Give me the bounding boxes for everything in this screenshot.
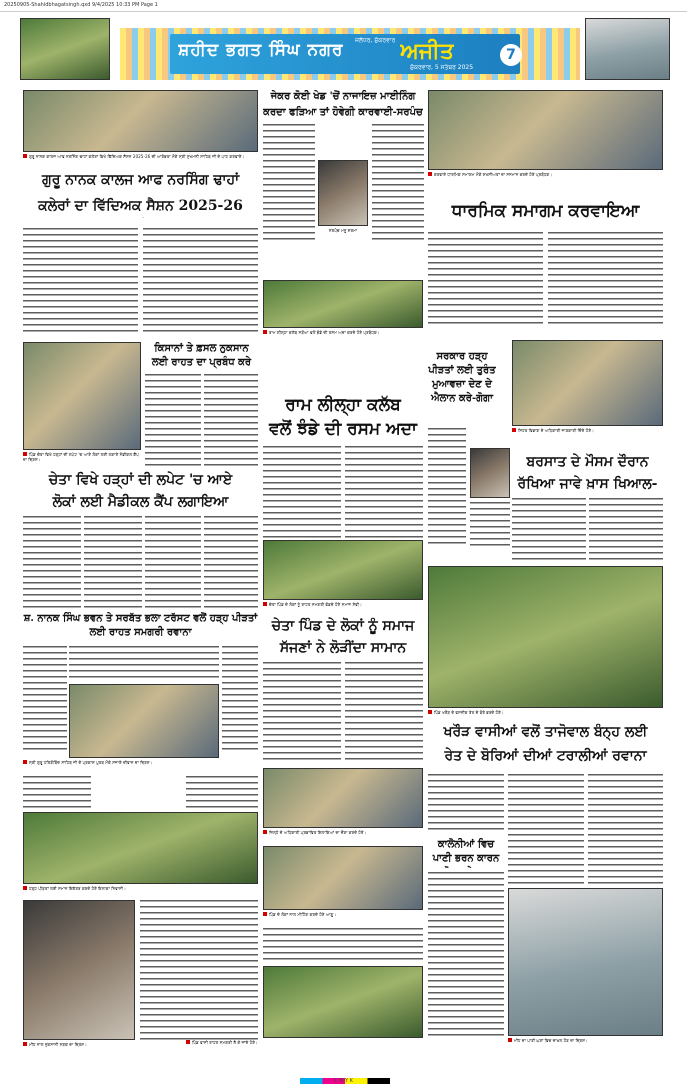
story-body-text [345, 662, 423, 764]
story-headline: ਬਰਸਾਤ ਦੇ ਮੌਸਮ ਦੌਰਾਨ [526, 454, 649, 470]
story-body-text [428, 428, 466, 546]
story-headline: ਗੁਰੂ ਨਾਨਕ ਕਾਲਜ ਆਫ ਨਰਸਿੰਗ ਢਾਹਾਂ [41, 172, 240, 188]
story-body-text [69, 646, 219, 682]
photo-caption: ਪਿੰਡ ਚੇਤਾ ਵਿਖੇ ਹੜ੍ਹਾਂ ਦੀ ਲਪੇਟ 'ਚ ਆਏ ਲੋਕਾਂ ਲਈ ਲਗਾਏ ਮੈਡੀਕਲ ਕੈਂਪ ਦਾ ਦ੍ਰਿਸ਼। [23, 452, 139, 462]
story-headline: ਖਰੌੜ ਵਾਸੀਆਂ ਵਲੋਂ ਤਾਜੋਵਾਲ ਬੰਨ੍ਹ ਲਈ [443, 724, 648, 740]
story-photo-damaged-road [23, 900, 135, 1040]
story-photo-waterlogging [508, 888, 663, 1036]
photo-caption: ਪਿੰਡ ਖਰੌੜ ਦੇ ਵਸਨੀਕ ਰੇਤ ਦੇ ਬੋਰੇ ਭਰਦੇ ਹੋਏ। [428, 710, 663, 720]
story-headline: ਰਾਮ ਲੀਲ੍ਹਾ ਕਲੱਬ [285, 395, 401, 415]
story-photo-officials-visit [263, 768, 423, 828]
story-body-text [428, 872, 504, 1038]
photo-caption: ਕਰਵਾਏ ਧਾਰਮਿਕ ਸਮਾਗਮ ਮੌਕੇ ਸ਼ਖਸੀਅਤਾਂ ਦਾ ਸਨਮਾਨ ਕਰਦੇ ਹੋਏ ਪ੍ਰਬੰਧਕ। [428, 172, 663, 184]
story-headline: ਸੱਜਣਾਂ ਨੇ ਲੋੜੀਂਦਾ ਸਾਮਾਨ [279, 640, 407, 656]
portrait-caption: ਸਰਪੰਚ ਮਨੂ ਸ਼ਰਮਾ [328, 228, 358, 233]
photo-caption: ਹੜ੍ਹ ਪੀੜਤਾਂ ਲਈ ਸਮਾਨ ਇਕੱਤਰ ਕਰਦੇ ਹੋਏ ਇਲਾਕਾ ਨਿਵਾਸੀ। [23, 886, 258, 898]
story-kicker: ਕਾਲੋਨੀਆਂ ਵਿਚ ਪਾਣੀ ਭਰਨ ਕਾਰਨ [432, 839, 500, 864]
masthead-right-photo [585, 18, 670, 80]
print-slug: 20250905-Shahidbhagatsingh.qxd 9/4/2025 10:33 PM Page 1 [0, 0, 687, 12]
story-headline: ਵਲੋਂ ਝੰਡੇ ਦੀ ਰਸਮ ਅਦਾ [269, 419, 417, 439]
story-photo-cheta-relief [263, 540, 423, 600]
story-body-text [263, 662, 341, 764]
story-headline: ਚੇਤਾ ਵਿਖੇ ਹੜ੍ਹਾਂ ਦੀ ਲਪੇਟ 'ਚ ਆਏ [48, 472, 233, 488]
masthead-date: ਸ਼ੁੱਕਰਵਾਰ, 5 ਸਤੰਬਰ 2025 [410, 64, 474, 71]
photo-caption: ਸਿਹਤ ਵਿਭਾਗ ਦੇ ਅਧਿਕਾਰੀ ਜਾਣਕਾਰੀ ਦਿੰਦੇ ਹੋਏ। [512, 428, 663, 440]
story-body-text [345, 446, 423, 538]
story-photo-medical-camp [23, 342, 141, 450]
story-photo-gurdwara [69, 684, 219, 758]
story-body-text [512, 498, 586, 560]
story-photo-collecting-supplies [23, 812, 258, 884]
story-body-text [428, 774, 504, 834]
story-kicker: ਕਿਸਾਨਾਂ ਤੇ ਫ਼ਸਲ ਨੁਕਸਾਨ ਲਈ ਰਾਹਤ ਦਾ ਪ੍ਰਬੰਧ ਕਰੇ [151, 343, 252, 368]
photo-caption: ਸ੍ਰੀ ਗੁਰੂ ਹਰਿਗੋਬਿੰਦ ਸਾਹਿਬ ਜੀ ਦੇ ਪ੍ਰਕਾਸ਼ ਪੁਰਬ ਮੌਕੇ ਸਜਾਏ ਦੀਵਾਨ ਦਾ ਦ੍ਰਿਸ਼। [23, 760, 258, 772]
print-registration-strip: C M Y K [334, 1078, 353, 1084]
portrait-photo [318, 160, 368, 226]
photo-caption: ਪਿੰਡ ਦੇ ਲੋਕਾਂ ਨਾਲ ਮੀਟਿੰਗ ਕਰਦੇ ਹੋਏ ਆਗੂ। [263, 912, 423, 924]
story-body-text [143, 228, 258, 336]
story-body-text [588, 774, 663, 884]
story-body-text [23, 646, 67, 750]
story-body-text [204, 374, 258, 470]
story-body-text [145, 374, 201, 470]
story-body-text [145, 516, 201, 608]
masthead-subtitle: ਜਲੰਧਰ, ਸ਼ੁੱਕਰਵਾਰ [355, 37, 396, 44]
story-body-text [204, 516, 258, 608]
story-photo-meeting [263, 846, 423, 910]
story-body-text [23, 228, 138, 336]
story-body-text [263, 446, 341, 538]
photo-caption: ਜ਼ਿਲ੍ਹੇ ਦੇ ਅਧਿਕਾਰੀ ਪ੍ਰਭਾਵਿਤ ਇਲਾਕਿਆਂ ਦਾ ਦੌਰਾ ਕਰਦੇ ਹੋਏ। [263, 830, 423, 842]
story-photo-religious-event [428, 90, 663, 170]
story-headline: ਜੇਕਰ ਕੋਈ ਖੇਡ 'ਚੋਂ ਨਾਜਾਇਜ਼ ਮਾਈਨਿੰਗ [270, 91, 416, 102]
story-headline: ਚੇਤਾ ਪਿੰਡ ਦੇ ਲੋਕਾਂ ਨੂੰ ਸਮਾਜ [271, 618, 415, 634]
page-number: 7 [500, 44, 522, 66]
story-body-text [263, 124, 315, 242]
story-body-text [372, 124, 424, 242]
masthead-brand: ਅਜੀਤ [400, 38, 454, 64]
story-body-text [263, 928, 423, 962]
masthead-left-photo [20, 18, 110, 80]
masthead-title: ਸ਼ਹੀਦ ਭਗਤ ਸਿੰਘ ਨਗਰ [178, 40, 344, 60]
story-photo-sandbags [428, 566, 663, 708]
photo-caption: ਚੇਤਾ ਪਿੰਡ ਦੇ ਲੋਕਾਂ ਨੂੰ ਰਾਹਤ ਸਮਗਰੀ ਵੰਡਦੇ ਹੋਏ ਸਮਾਜ ਸੇਵੀ। [263, 602, 423, 614]
story-photo-ram-lila [263, 280, 423, 328]
story-headline: ਕਲੇਰਾਂ ਦਾ ਵਿੱਦਿਅਕ ਸੈਸ਼ਨ 2025-26 [38, 198, 243, 214]
story-body-text [428, 232, 543, 324]
story-headline: ਸ਼. ਨਾਨਕ ਸਿੰਘ ਭਵਨ ਤੇ ਸਰਬੱਤ ਭਲਾ ਟਰੱਸਟ ਵਲੋਂ ਹੜ੍ਹ ਪੀੜਤਾਂ ਲਈ ਰਾਹਤ ਸਮਗਰੀ ਰਵਾਨਾ [23, 613, 258, 638]
story-body-text [548, 232, 663, 324]
story-body-text [23, 776, 91, 810]
photo-caption: ਰਾਮ ਲੀਲ੍ਹਾ ਕਲੱਬ ਸੜੋਆ ਵਲੋਂ ਝੰਡੇ ਦੀ ਰਸਮ ਅਦਾ ਕਰਦੇ ਹੋਏ ਪ੍ਰਬੰਧਕ। [263, 330, 423, 342]
photo-caption: ਗੁਰੂ ਨਾਨਕ ਕਾਲਜ ਆਫ ਨਰਸਿੰਗ ਢਾਹਾਂ ਕਲੇਰਾਂ ਵਿਖੇ ਵਿੱਦਿਅਕ ਸੈਸ਼ਨ 2025-26 ਦੀ ਆਰੰਭਤਾ ਮੌਕੇ ਸ੍ਰੀ ਸੁਖਮਨੀ ਸਾਹਿਬ ਜੀ ਦੇ ਪਾਠ ਕਰਵਾਏ। [23, 154, 258, 166]
story-headline: ਰੇਤ ਦੇ ਬੋਰਿਆਂ ਦੀਆਂ ਟਰਾਲੀਆਂ ਰਵਾਨਾ [444, 748, 647, 764]
story-body-text [589, 498, 663, 560]
story-photo-villagers [263, 966, 423, 1038]
story-headline: ਕਰਦਾ ਫੜਿਆ ਤਾਂ ਹੋਵੇਗੀ ਕਾਰਵਾਈ-ਸਰਪੰਚ [263, 107, 423, 118]
story-body-text [140, 900, 258, 1040]
portrait-photo [470, 448, 510, 498]
story-photo-nursing-college [23, 90, 258, 152]
photo-caption: ਪਿੰਡ ਵਾਸੀ ਰਾਹਤ ਸਮਗਰੀ ਲੈ ਕੇ ਜਾਂਦੇ ਹੋਏ। [186, 1040, 423, 1052]
story-body-text [186, 776, 258, 810]
story-body-text [222, 646, 258, 750]
story-body-text [508, 774, 584, 884]
story-kicker: ਸਰਕਾਰ ਹੜ੍ਹ ਪੀੜਤਾਂ ਲਈ ਤੁਰੰਤ ਮੁਆਵਜ਼ਾ ਦੇਣ ਦੇ ਐਲਾਨ ਕਰੇ-ਗੋਗਾ [428, 351, 496, 404]
story-headline: ਲੋਕਾਂ ਲਈ ਮੈਡੀਕਲ ਕੈਂਪ ਲਗਾਇਆ [52, 494, 229, 510]
story-headline: ਧਾਰਮਿਕ ਸਮਾਗਮ ਕਰਵਾਇਆ [451, 201, 640, 221]
photo-caption: ਮੀਂਹ ਨਾਲ ਨੁਕਸਾਨੀ ਸੜਕ ਦਾ ਦ੍ਰਿਸ਼। [23, 1042, 258, 1054]
photo-caption: ਮੀਂਹ ਦਾ ਪਾਣੀ ਘਰਾਂ ਵਿਚ ਦਾਖ਼ਲ ਹੋਣ ਦਾ ਦ੍ਰਿਸ਼। [508, 1038, 663, 1050]
story-body-text [470, 502, 510, 546]
story-headline: ਰੱਖਿਆ ਜਾਵੇ ਖ਼ਾਸ ਖਿਆਲ- [517, 476, 658, 492]
story-body-text [84, 516, 142, 608]
story-photo-health-dept [512, 340, 663, 426]
story-body-text [23, 516, 81, 608]
